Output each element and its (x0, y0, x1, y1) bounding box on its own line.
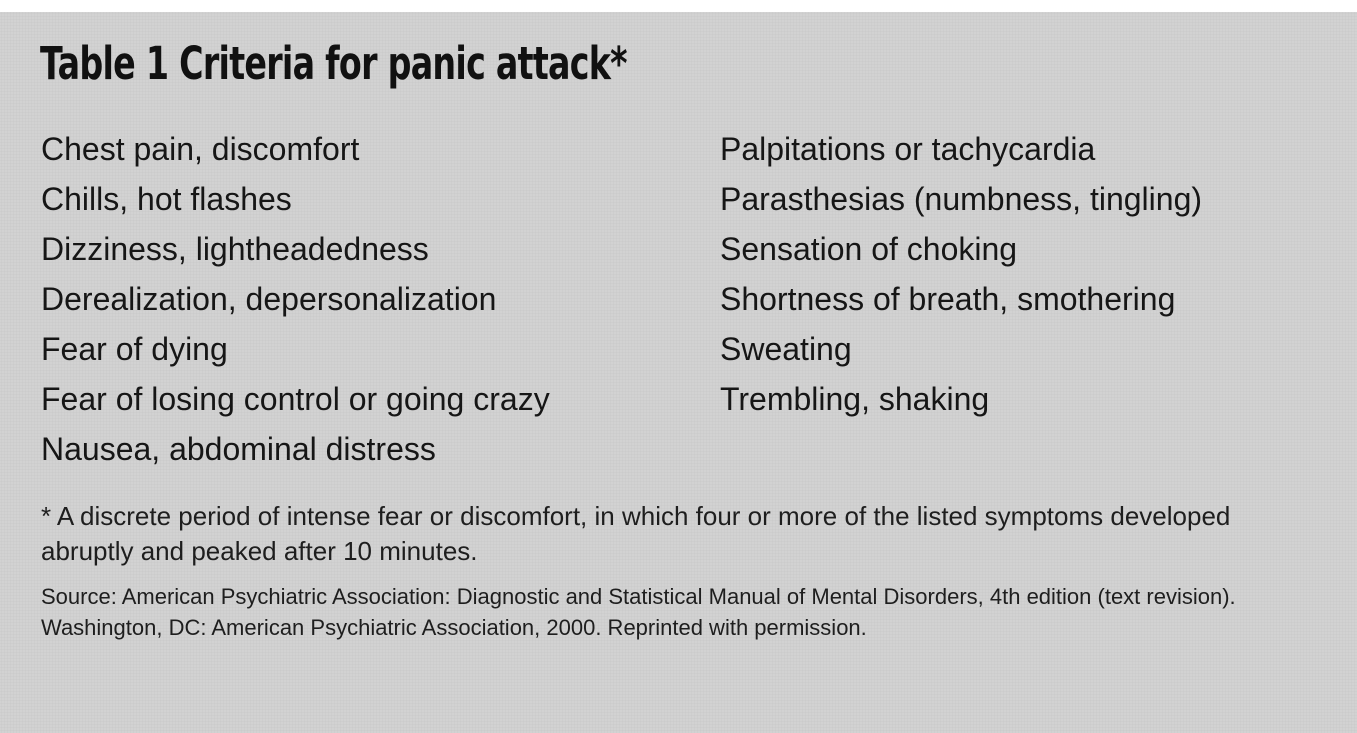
criterion-item: Dizziness, lightheadedness (41, 231, 429, 267)
source-citation: Source: American Psychiatric Association: Diagnostic and Statistical Manual of Mental Disorders, 4th edition (text revision). Washington, DC: American Psychiatric Association, 2000. Reprinted with permission. (41, 584, 1236, 640)
criteria-list-right (720, 124, 1202, 424)
criterion-item: Sweating (720, 331, 852, 367)
table-title: Table 1 Criteria for panic attack* (40, 37, 627, 90)
criterion-item: Derealization, depersonalization (41, 281, 497, 317)
criterion-item: Nausea, abdominal distress (41, 431, 436, 467)
criteria-list-left (41, 124, 550, 474)
criterion-item: Trembling, shaking (720, 381, 990, 417)
criterion-item: Chest pain, discomfort (41, 131, 360, 167)
criterion-item: Shortness of breath, smothering (720, 281, 1176, 317)
criterion-item: Parasthesias (numbness, tingling) (720, 181, 1203, 217)
criteria-table-panel (0, 12, 1357, 733)
criterion-item: Fear of losing control or going crazy (41, 381, 550, 417)
criterion-item: Chills, hot flashes (41, 181, 292, 217)
footnote: * A discrete period of intense fear or discomfort, in which four or more of the listed symptoms developed abruptly and peaked after 10 minutes. (41, 501, 1231, 566)
criterion-item: Sensation of choking (720, 231, 1018, 267)
criterion-item: Fear of dying (41, 331, 228, 367)
criterion-item: Palpitations or tachycardia (720, 131, 1096, 167)
